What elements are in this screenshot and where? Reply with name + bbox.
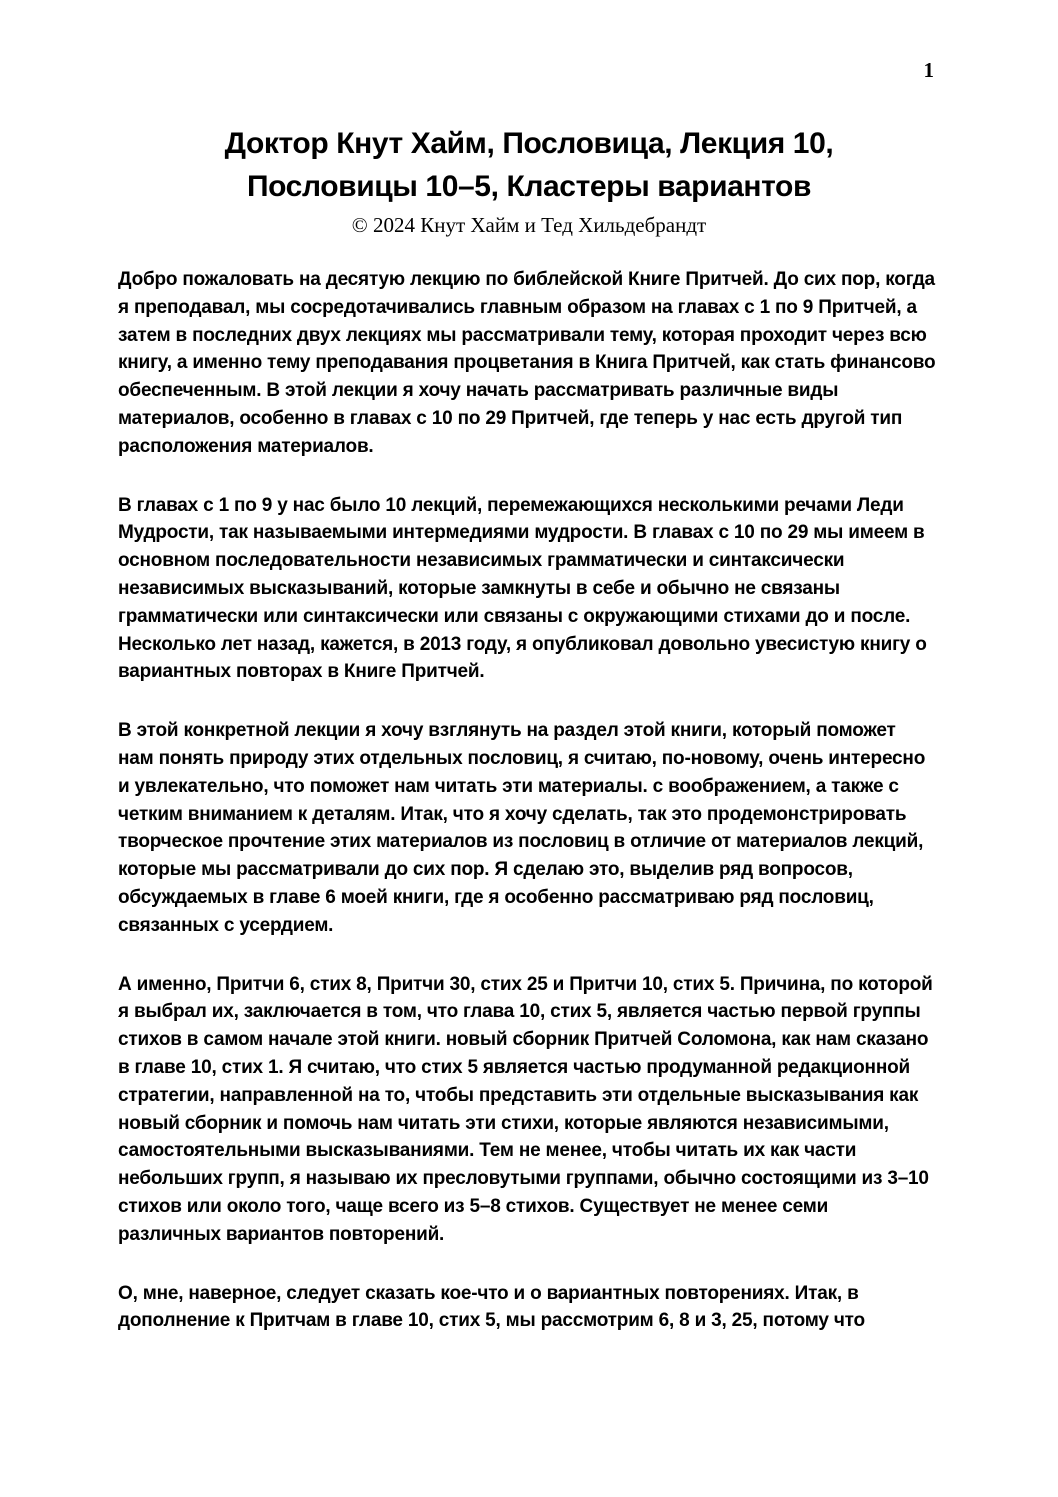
paragraph-4: А именно, Притчи 6, стих 8, Притчи 30, стих 25 и Притчи 10, стих 5. Причина, по которой я выбрал их, заключается в том, что глава 10, стих 5, является частью первой группы стихов в самом начале этой книги. новый сборник Притчей Соломона, как нам сказано в главе 10, стих 1. Я считаю, что стих 5 является частью продуманной редакционной стратегии, направленной на то, чтобы представить эти отдельные высказывания как новый сборник и помочь нам читать эти стихи, которые являются независимыми, самостоятельными высказываниями. Тем не менее, чтобы читать их как части небольших групп, я называю их пресловутыми группами, обычно состоящими из 3–10 стихов или около того, чаще всего из 5–8 стихов. Существует не менее семи различных вариантов повторений.: [118, 973, 933, 1245]
paragraph-5: О, мне, наверное, следует сказать кое-что и о вариантных повторениях. Итак, в дополнение к Притчам в главе 10, стих 5, мы рассмотрим 6, 8 и 3, 25, потому что: [118, 1282, 865, 1332]
page-number: 1: [923, 58, 934, 82]
document-body: [118, 266, 936, 1335]
title-line-1: Доктор Кнут Хайм, Пословица, Лекция 10,: [224, 127, 834, 160]
paragraph-3: В этой конкретной лекции я хочу взглянуть на раздел этой книги, который поможет нам понять природу этих отдельных пословиц, я считаю, по-новому, очень интересно и увлекательно, что поможет нам читать эти материалы. с воображением, а также с четким вниманием к деталям. Итак, что я хочу сделать, так это продемонстрировать творческое прочтение этих материалов из пословиц в отличие от материалов лекций, которые мы рассматривали до сих пор. Я сделаю это, выделив ряд вопросов, обсуждаемых в главе 6 моей книги, где я особенно рассматриваю ряд пословиц, связанных с усердием.: [118, 720, 926, 936]
paragraph-1: Добро пожаловать на десятую лекцию по библейской Книге Притчей. До сих пор, когда я преподавал, мы сосредотачивались главным образом на главах с 1 по 9 Притчей, а затем в последних двух лекциях мы рассматривали тему, которая проходит через всю книгу, а именно тему преподавания процветания в Книга Притчей, как стать финансово обеспеченным. В этой лекции я хочу начать рассматривать различные виды материалов, особенно в главах с 10 по 29 Притчей, где теперь у нас есть другой тип расположения материалов.: [118, 269, 936, 457]
document-title: [0, 0, 1058, 208]
copyright-line: © 2024 Кнут Хайм и Тед Хильдебрандт: [351, 213, 707, 237]
title-line-2: Пословицы 10–5, Кластеры вариантов: [246, 170, 812, 203]
paragraph-2: В главах с 1 по 9 у нас было 10 лекций, перемежающихся несколькими речами Леди Мудрости, так называемыми интермедиями мудрости. В главах с 10 по 29 мы имеем в основном последовательности независимых грамматически и синтаксически независимых высказываний, которые замкнуты в себе и обычно не связаны грамматически или синтаксически или связаны с окружающими стихами до и после. Несколько лет назад, кажется, в 2013 году, я опубликовал довольно увесистую книгу о вариантных повторах в Книге Притчей.: [118, 494, 927, 683]
